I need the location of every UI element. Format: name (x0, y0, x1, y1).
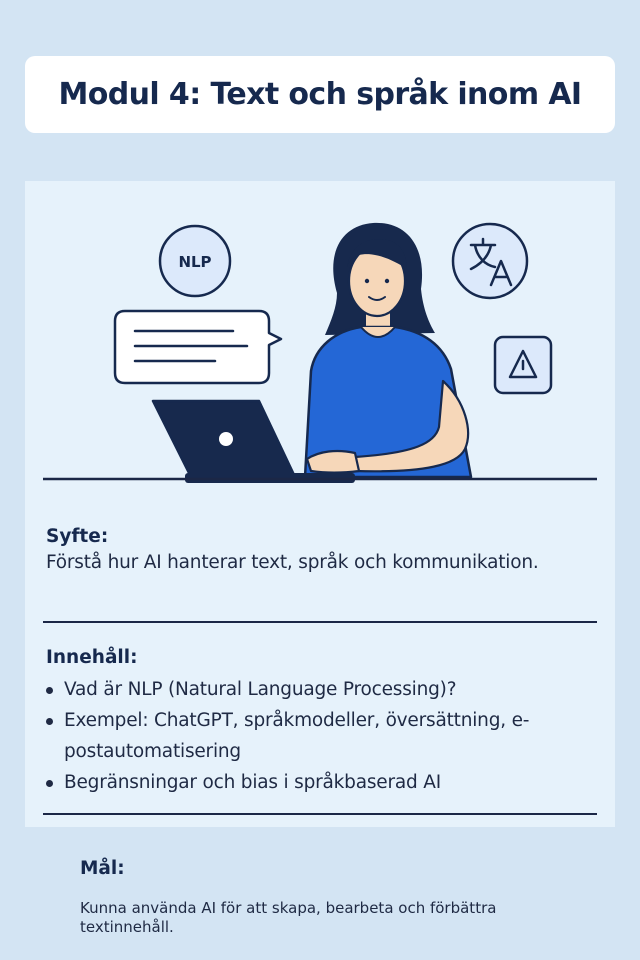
content-panel (25, 181, 615, 827)
content-heading: Innehåll: (46, 647, 138, 668)
illustration (25, 181, 615, 501)
goal-text: Kunna använda AI för att skapa, bearbeta och förbättra textinnehåll. (80, 899, 497, 936)
nlp-badge (160, 226, 230, 296)
page-title: Modul 4: Text och språk inom AI (58, 77, 582, 112)
divider (43, 813, 597, 815)
speech-bubble-icon (115, 311, 281, 383)
nlp-badge-label: NLP (178, 253, 212, 271)
translate-icon (453, 224, 527, 298)
list-item: Begränsningar och bias i språkbaserad AI (46, 767, 584, 798)
bullet-icon (46, 780, 53, 787)
person-figure (305, 223, 471, 477)
title-card (25, 56, 615, 133)
goal-heading: Mål: (80, 858, 125, 879)
bullet-icon (46, 687, 53, 694)
warning-icon (495, 337, 551, 393)
purpose-heading: Syfte: (46, 526, 109, 547)
list-item: Exempel: ChatGPT, språkmodeller, översättning, e-postautomatisering (46, 705, 584, 767)
purpose-text: Förstå hur AI hanterar text, språk och kommunikation. (46, 552, 539, 573)
bullet-icon (46, 718, 53, 725)
content-list (46, 674, 584, 798)
divider (43, 621, 597, 623)
list-item: Vad är NLP (Natural Language Processing)? (46, 674, 584, 705)
